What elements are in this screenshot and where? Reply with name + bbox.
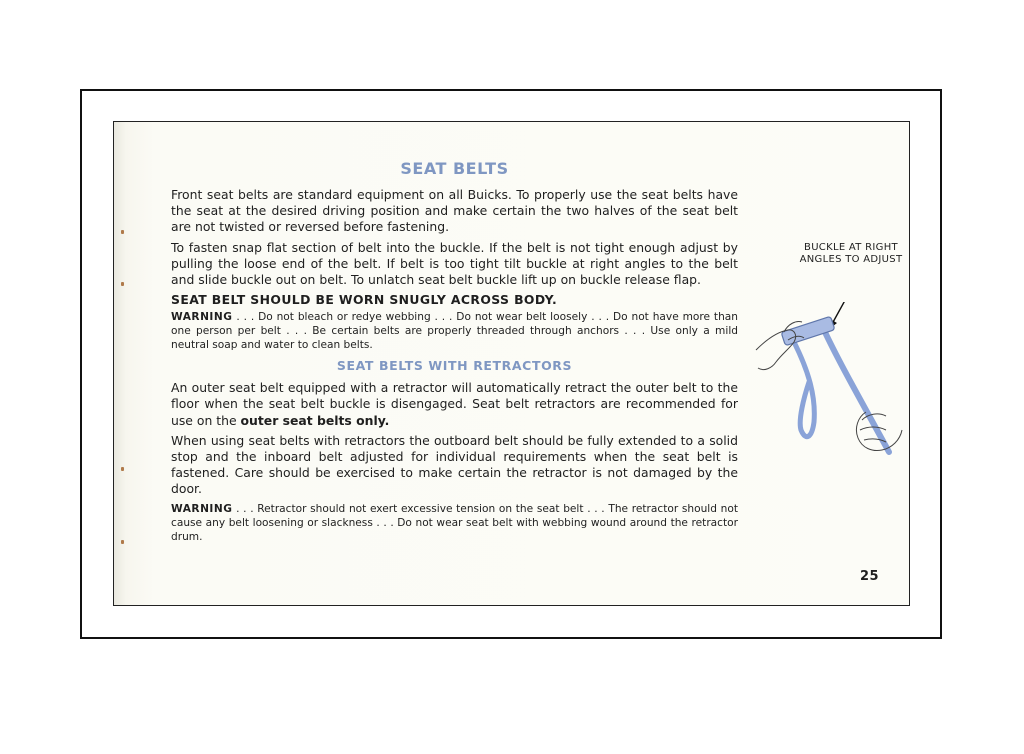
- belt-webbing: [794, 342, 814, 437]
- intro-paragraph-2: To fasten snap flat section of belt into the buckle. If the belt is not tight enough adjust by pulling the loose end of the belt. If belt is too tight tilt buckle at right angles to the belt and slide buckle out on belt. To unlatch seat belt buckle lift up on buckle release flap.: [171, 239, 738, 288]
- binding-hole: [121, 230, 124, 234]
- binding-hole: [121, 540, 124, 544]
- binding-hole: [121, 467, 124, 471]
- section-subheading: SEAT BELTS WITH RETRACTORS: [336, 358, 573, 374]
- page-number: 25: [860, 569, 880, 584]
- binding-hole: [121, 282, 124, 286]
- figure-caption: BUCKLE AT RIGHT ANGLES TO ADJUST: [799, 242, 903, 265]
- intro-paragraph-1: Front seat belts are standard equipment on all Buicks. To properly use the seat belts have the seat at the desired driving position and make certain the two halves of the seat belt are not twisted or reversed before fastening.: [171, 187, 738, 235]
- text-column: [171, 159, 738, 548]
- retractor-paragraph-2: When using seat belts with retractors the outboard belt should be fully extended to a solid stop and the inboard belt adjusted for individual requirements when the seat belt is fastened. Care should be exercised to make certain the retractor is not damaged by the door.: [171, 432, 738, 497]
- caption-arrow: [832, 302, 854, 324]
- warning-block-2: [171, 502, 738, 544]
- manual-page: [113, 121, 910, 606]
- snug-callout: SEAT BELT SHOULD BE WORN SNUGLY ACROSS BODY.: [171, 292, 558, 308]
- warning-label: WARNING: [171, 311, 233, 324]
- warning-block-1: [171, 310, 738, 352]
- outer-belts-emphasis: outer seat belts only.: [240, 412, 390, 428]
- warning-text: . . . Do not bleach or redye webbing . . . Do not wear belt loosely . . . Do not have more than one person per belt . . . Be certain belts are properly threaded through anchors . . . Use only a mild neutral soap and water to clean belts.: [171, 311, 738, 352]
- retractor-paragraph-1: [171, 380, 738, 429]
- page-title: SEAT BELTS: [400, 159, 509, 178]
- retractor-paragraph-1-text: An outer seat belt equipped with a retractor will automatically retract the outer belt to the floor when the seat belt buckle is disengaged. Seat belt retractors are recommended for use on the: [171, 380, 738, 428]
- warning-text: . . . Retractor should not exert excessive tension on the seat belt . . . The retractor should not cause any belt loosening or slackness . . . Do not wear seat belt with webbing wound around the retractor drum.: [171, 502, 738, 543]
- buckle-illustration: [754, 302, 904, 462]
- warning-label: WARNING: [171, 502, 233, 515]
